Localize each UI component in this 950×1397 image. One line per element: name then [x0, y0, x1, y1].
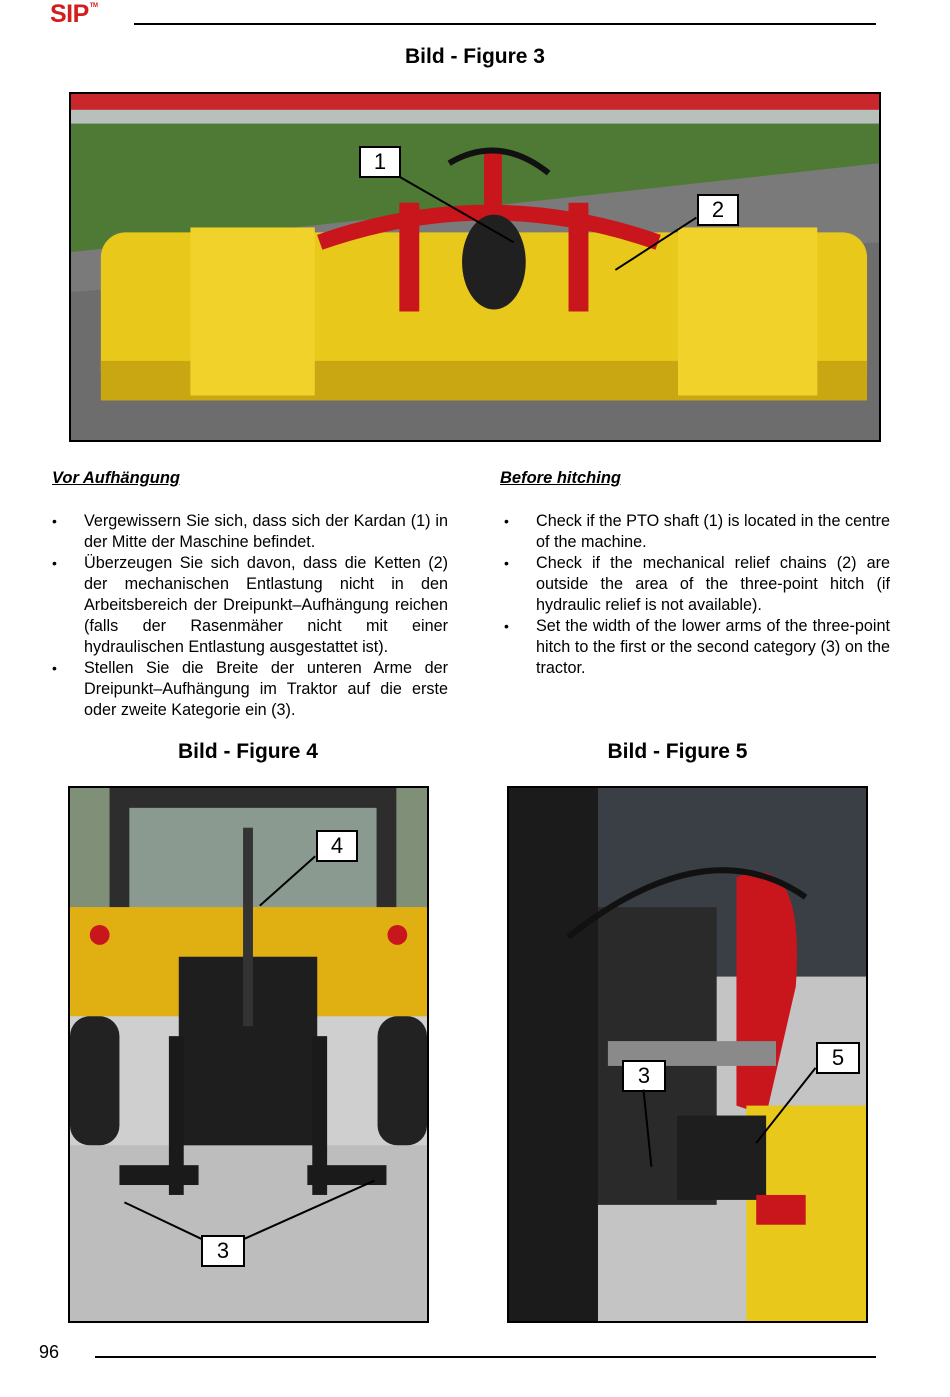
figure-3-leader-lines [71, 94, 879, 440]
figure-4-leader-lines [70, 788, 427, 1321]
figure-4-callout-3: 3 [201, 1235, 245, 1267]
list-en [504, 511, 890, 679]
header-rule [134, 23, 876, 25]
list-item-de-1: • Vergewissern Sie sich, dass sich der Kardan (1) in der Mitte der Maschine befindet. [52, 511, 448, 553]
figure-3-photo [69, 92, 881, 442]
list-item-de-3: • Stellen Sie die Breite der unteren Arme der Dreipunkt–Aufhängung im Traktor auf die erste oder zweite Kategorie ein (3). [52, 658, 448, 721]
list-item-en-1: • Check if the PTO shaft (1) is located in the centre of the machine. [504, 511, 890, 553]
figure-3-callout-2: 2 [697, 194, 739, 226]
heading-de: Vor Aufhängung [52, 469, 181, 487]
figure-3-title: Bild - Figure 3 [404, 45, 545, 68]
figure-5-photo [507, 786, 868, 1323]
figure-3-callout-1: 1 [359, 146, 401, 178]
figure-4-photo [68, 786, 429, 1323]
logo-trademark: TM [89, 3, 98, 9]
figure-5-leader-lines [509, 788, 866, 1321]
figure-4-title: Bild - Figure 4 [177, 740, 318, 763]
list-item-en-3: • Set the width of the lower arms of the three-point hitch to the first or the second category (3) on the tractor. [504, 616, 890, 679]
heading-en: Before hitching [500, 469, 622, 487]
figure-5-title: Bild - Figure 5 [607, 740, 748, 763]
logo-text: SIP [50, 0, 89, 28]
figure-5-callout-5: 5 [816, 1042, 860, 1074]
page-number: 96 [39, 1342, 60, 1362]
list-item-de-2: • Überzeugen Sie sich davon, dass die Ketten (2) der mechanischen Entlastung nicht in den Arbeitsbereich der Dreipunkt–Aufhängung reichen (falls der Rasenmäher nicht mit einer hydraulischen Entlastung ausgestattet ist). [52, 553, 448, 658]
sip-logo [50, 0, 97, 29]
footer-rule [95, 1356, 876, 1358]
figure-4-callout-4: 4 [316, 830, 358, 862]
list-item-en-2: • Check if the mechanical relief chains (2) are outside the area of the three-point hitch (if hydraulic relief is not available). [504, 553, 890, 616]
figure-5-callout-3: 3 [622, 1060, 666, 1092]
list-de [52, 511, 448, 721]
